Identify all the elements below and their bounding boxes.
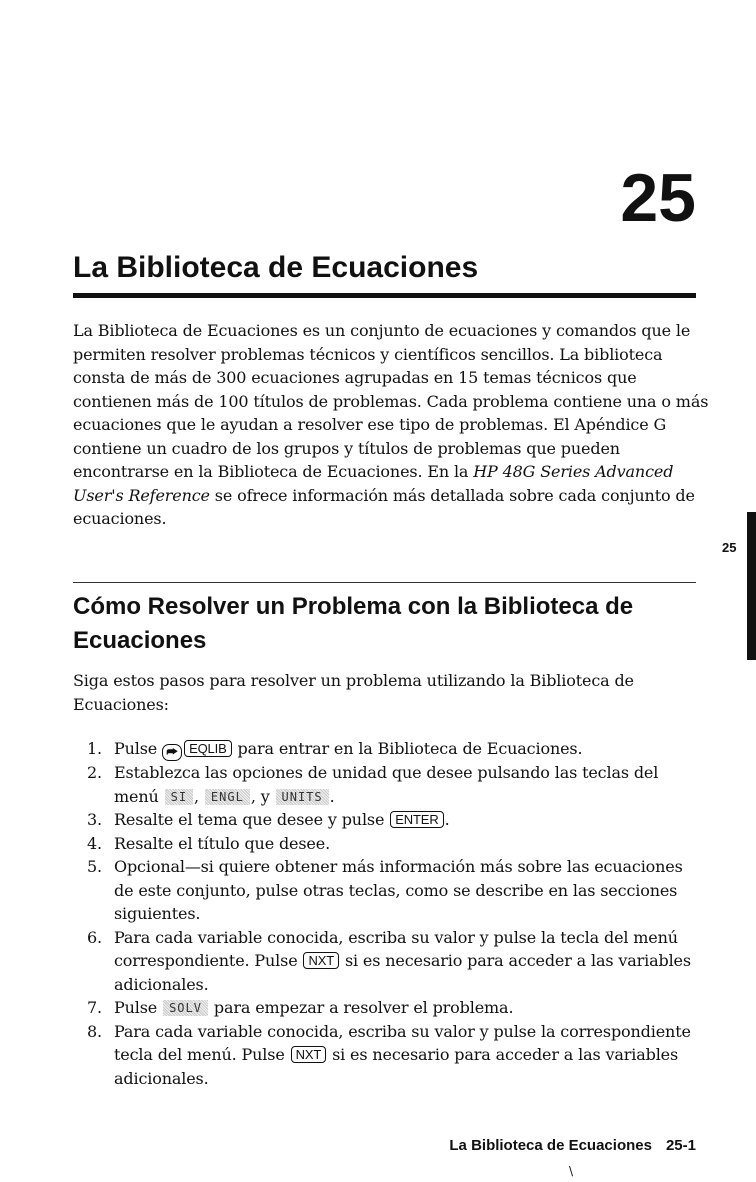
page-number: 25-1 [665, 1137, 696, 1154]
step-text: Pulse [114, 998, 158, 1017]
eqlib-key: EQLIB [184, 740, 232, 757]
separator: , y [250, 786, 270, 806]
step-2 [87, 761, 702, 808]
step-text: Resalte el título que desee. [114, 833, 331, 853]
step-8 [87, 1020, 702, 1091]
title-rule [73, 293, 696, 298]
stray-mark: \ [569, 1164, 574, 1178]
step-end: . [444, 810, 450, 829]
step-number: 5. [87, 857, 102, 876]
step-text: Pulse [114, 739, 158, 758]
step-1 [87, 737, 702, 761]
step-6 [87, 926, 702, 997]
right-shift-key-icon: ⮫ [162, 744, 182, 761]
step-7 [87, 996, 702, 1020]
step-end: . [329, 786, 335, 806]
intro-paragraph [73, 319, 713, 531]
step-5 [87, 855, 702, 926]
menu-key-solv: SOLV [163, 1000, 208, 1016]
step-text: Para cada variable conocida, escriba su valor y pulse la tecla del menú correspondiente. Pulse [114, 927, 678, 970]
step-text: Para cada variable conocida, escriba su valor y pulse la correspondiente tecla del menú. Pulse [114, 1021, 691, 1064]
reference-title: HP 48G Series Advanced User's Reference [73, 462, 674, 505]
section-heading: Cómo Resolver un Problema con la Biblioteca de Ecuaciones [73, 593, 634, 654]
step-text: si es necesario para acceder a las variables adicionales. [114, 951, 691, 994]
step-text: Establezca las opciones de unidad que desee pulsando las teclas del menú [114, 763, 659, 806]
chapter-title: La Biblioteca de Ecuaciones [73, 251, 479, 284]
step-number: 2. [87, 763, 102, 782]
step-text: para empezar a resolver el problema. [213, 998, 514, 1017]
steps-list [87, 737, 702, 1090]
enter-key: ENTER [390, 811, 443, 828]
nxt-key: NXT [303, 952, 339, 969]
step-text: Resalte el tema que desee y pulse [114, 810, 385, 829]
step-number: 6. [87, 927, 102, 947]
footer-title: La Biblioteca de Ecuaciones [449, 1137, 652, 1154]
step-number: 1. [87, 739, 102, 758]
step-text: para entrar en la Biblioteca de Ecuaciones. [237, 739, 583, 758]
thumb-tab [747, 512, 756, 660]
step-number: 7. [87, 998, 102, 1017]
step-number: 3. [87, 810, 102, 829]
chapter-number: 25 [620, 160, 696, 236]
step-text: Opcional—si quiere obtener más información más sobre las ecuaciones de este conjunto, pulse otras teclas, como se describe en las secciones siguientes. [114, 857, 683, 923]
nxt-key: NXT [291, 1046, 327, 1063]
step-4 [87, 832, 702, 856]
separator: , [194, 786, 199, 806]
section-intro: Siga estos pasos para resolver un problema utilizando la Biblioteca de Ecuaciones: [73, 671, 634, 714]
step-3 [87, 808, 702, 832]
step-number: 8. [87, 1021, 102, 1041]
menu-key-units: UNITS [276, 789, 329, 805]
section-rule [73, 582, 696, 583]
menu-key-si: SI [165, 789, 193, 805]
thumb-tab-label: 25 [722, 540, 737, 555]
step-number: 4. [87, 833, 102, 853]
menu-key-engl: ENGL [205, 789, 250, 805]
step-text: si es necesario para acceder a las variables adicionales. [114, 1045, 679, 1088]
page-footer [449, 1137, 696, 1154]
intro-text-after: se ofrece información más detallada sobre cada conjunto de ecuaciones. [73, 485, 695, 528]
intro-text-before: La Biblioteca de Ecuaciones es un conjunto de ecuaciones y comandos que le permiten resolver problemas técnicos y científicos sencillos. La biblioteca consta de más de 300 ecuaciones agrupadas en 15 temas técnicos que contienen más de 100 títulos de problemas. Cada problema contiene una o más ecuaciones que le ayudan a resolver ese tipo de problemas. El Apéndice G contiene un cuadro de los grupos y títulos de problemas que pueden encontrarse en la Biblioteca de Ecuaciones. En la [73, 321, 709, 481]
